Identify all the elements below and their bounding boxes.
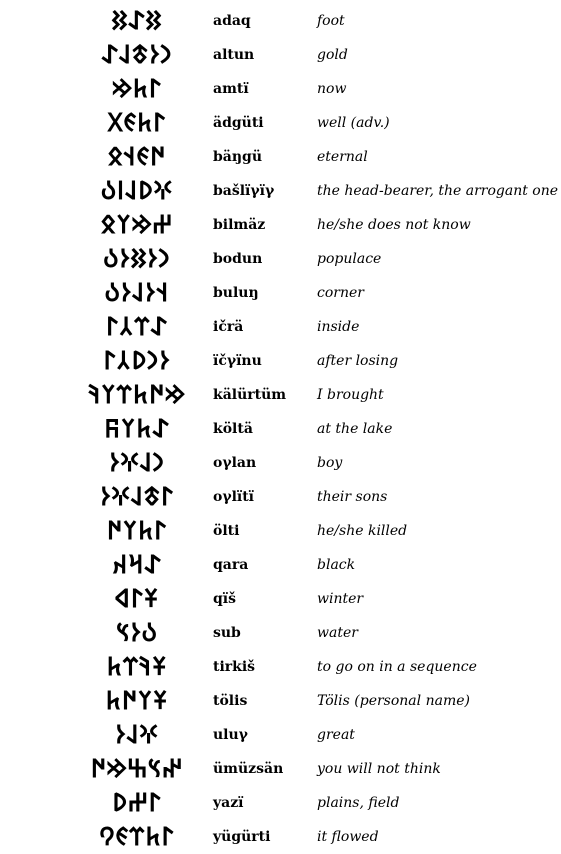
translation: plains, field [317, 795, 400, 811]
glossary-row [0, 718, 561, 752]
transliteration: qara [213, 557, 249, 573]
translation: water [317, 625, 358, 641]
translation: populace [317, 251, 382, 267]
runic-word: 𐰆𐰣𐰖𐰲𐰃 [103, 346, 171, 375]
transliteration: költä [213, 421, 253, 437]
translation: corner [317, 285, 364, 301]
transliteration: yügürti [213, 829, 271, 845]
translation: inside [317, 319, 360, 335]
runic-word: 𐰀𐱅𐰠𐰜 [104, 414, 170, 443]
transliteration: altun [213, 47, 255, 63]
runic-word: 𐰀𐰼𐰲𐰃 [106, 312, 168, 341]
runic-word: 𐰣𐰞𐰍𐰆 [109, 448, 165, 477]
transliteration: adaq [213, 13, 251, 29]
runic-word: 𐰃𐰔𐰖 [112, 788, 162, 817]
transliteration: ičrä [213, 319, 244, 335]
transliteration: bašlïγïγ [213, 183, 275, 199]
translation: to go on in a sequence [317, 659, 477, 675]
glossary-row [0, 480, 561, 514]
glossary-row [0, 242, 561, 276]
transliteration: uluγ [213, 727, 248, 743]
runic-word: 𐰑𐰀𐰑 [111, 6, 163, 35]
translation: winter [317, 591, 364, 607]
transliteration: ölti [213, 523, 240, 539]
runic-word: 𐰃𐱃𐰞𐰍𐰆 [100, 482, 174, 511]
transliteration: kälürtüm [213, 387, 287, 403]
runic-word: 𐱁𐰠𐰇𐱅 [105, 686, 169, 715]
glossary-row [0, 174, 561, 208]
transliteration: ümüzsän [213, 761, 284, 777]
glossary-row [0, 344, 561, 378]
transliteration: yazï [213, 795, 244, 811]
glossary-row [0, 140, 561, 174]
translation: at the lake [317, 421, 393, 437]
runic-word: 𐰍𐰖𐰞𐰾𐰉 [100, 176, 174, 205]
translation: it flowed [317, 829, 379, 845]
translation: after losing [317, 353, 399, 369]
translation: well (adv.) [317, 115, 390, 131]
glossary-row [0, 752, 561, 786]
transliteration: ädgüti [213, 115, 264, 131]
runic-word: 𐰣𐰆𐰑𐰆𐰉 [103, 244, 171, 273]
translation: I brought [317, 387, 384, 403]
transliteration: tirkiš [213, 659, 256, 675]
translation: now [317, 81, 347, 97]
runic-word: 𐰇𐰏𐰭𐰋 [107, 142, 167, 171]
runic-word: 𐰢𐰇𐱅𐰼𐰠𐰚 [88, 380, 186, 409]
glossary-row [0, 548, 561, 582]
glossary-row [0, 276, 561, 310]
translation: Tölis (personal name) [317, 693, 470, 709]
glossary-row [0, 310, 561, 344]
translation: he/she killed [317, 523, 408, 539]
translation: eternal [317, 149, 368, 165]
transliteration: oγlïtï [213, 489, 255, 505]
runic-word: 𐰃𐱅𐰏𐰓 [107, 108, 167, 137]
transliteration: sub [213, 625, 241, 641]
runic-word: 𐰀𐰺𐰴 [112, 550, 162, 579]
runic-word: 𐰃𐱅𐰢 [112, 74, 162, 103]
glossary-row [0, 446, 561, 480]
runic-word: 𐰤𐰽𐰕𐰢𐰇 [90, 754, 184, 783]
translation: great [317, 727, 355, 743]
runic-word: 𐰔𐰢𐰠𐰋 [101, 210, 173, 239]
translation: the head-bearer, the arrogant one [317, 183, 559, 199]
glossary-row [0, 786, 561, 820]
runic-word: 𐰣𐰆𐱃𐰞𐰀 [101, 40, 173, 69]
runic-word: 𐰃𐱅𐰼𐰏𐰘 [99, 822, 175, 851]
runic-word: 𐰉𐰆𐰽 [116, 618, 158, 647]
translation: gold [317, 47, 348, 63]
glossary-row [0, 412, 561, 446]
transliteration: bilmäz [213, 217, 266, 233]
runic-word: 𐰭𐰆𐰞𐰆𐰉 [104, 278, 170, 307]
glossary-row [0, 616, 561, 650]
glossary-row [0, 820, 561, 854]
translation: foot [317, 13, 345, 29]
glossary-row [0, 106, 561, 140]
glossary-row [0, 72, 561, 106]
glossary-row [0, 514, 561, 548]
glossary-row [0, 4, 561, 38]
translation: their sons [317, 489, 388, 505]
translation: you will not think [317, 761, 441, 777]
glossary-row [0, 582, 561, 616]
glossary-table [0, 4, 561, 854]
runic-word: 𐱁𐰚𐰼𐱅 [106, 652, 168, 681]
glossary-row [0, 650, 561, 684]
transliteration: buluŋ [213, 285, 259, 301]
glossary-row [0, 684, 561, 718]
translation: boy [317, 455, 343, 471]
runic-word: 𐰍𐰞𐰆 [115, 720, 159, 749]
runic-word: 𐰃𐱅𐰠𐰇 [106, 516, 168, 545]
glossary-row [0, 378, 561, 412]
translation: black [317, 557, 356, 573]
transliteration: qïš [213, 591, 236, 607]
glossary-row [0, 38, 561, 72]
transliteration: tölis [213, 693, 248, 709]
glossary-row [0, 208, 561, 242]
translation: he/she does not know [317, 217, 471, 233]
transliteration: oγlan [213, 455, 257, 471]
transliteration: amtï [213, 81, 249, 97]
transliteration: ïčγïnu [213, 353, 262, 369]
transliteration: bäŋgü [213, 149, 263, 165]
runic-word: 𐱁𐰃𐰶 [114, 584, 160, 613]
transliteration: bodun [213, 251, 263, 267]
